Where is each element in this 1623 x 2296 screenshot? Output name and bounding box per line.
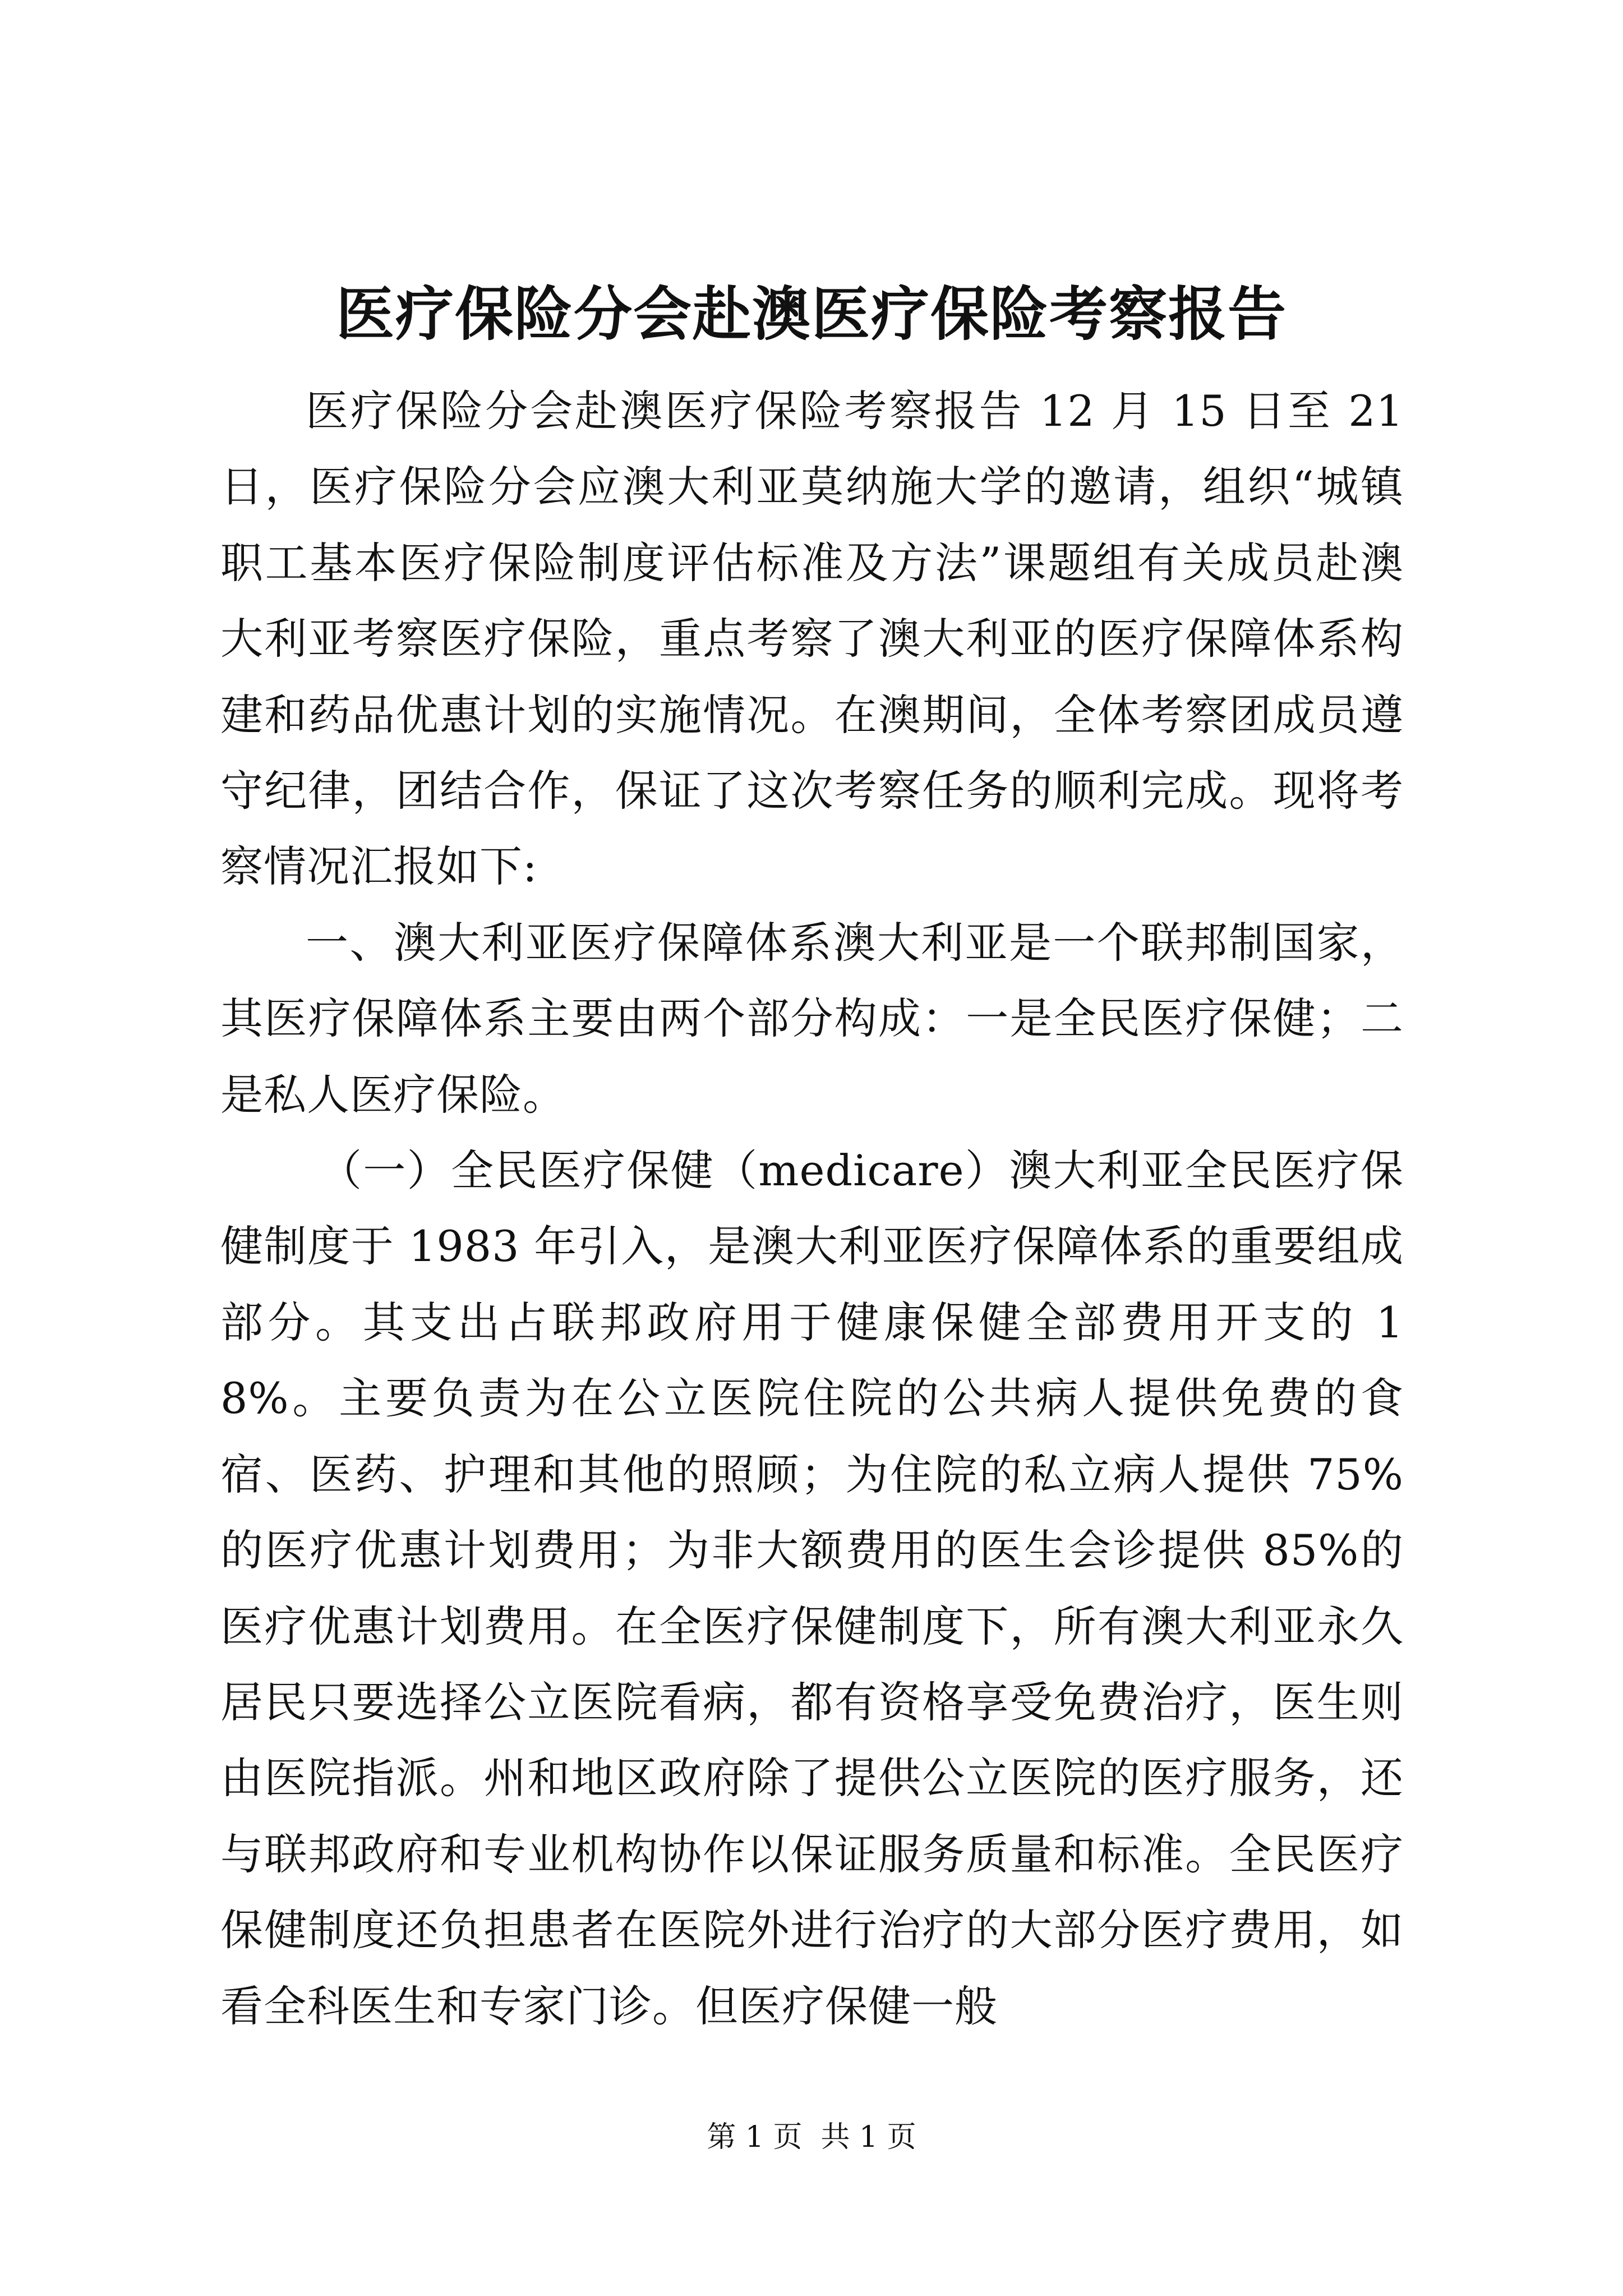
document-title: 医疗保险分会赴澳医疗保险考察报告 (335, 279, 1287, 348)
page-number-footer: 第 1 页 共 1 页 (707, 2120, 916, 2154)
paragraph-medicare: （一）全民医疗保健（medicare）澳大利亚全民医疗保健制度于 1983 年引入，是澳大利亚医疗保障体系的重要组成部分。其支出占联邦政府用于健康保健全部费用开支的 18%。主要负责为在公立医院住院的公共病人提供免费的食宿、医药、护理和其他的照顾；为住院的私立病人提供 75%的医疗优惠计划费用；为非大额费用的医生会诊提供 85%的医疗优惠计划费用。在全医疗保健制度下，所有澳大利亚永久居民只要选择公立医院看病，都有资格享受免费治疗，医生则由医院指派。州和地区政府除了提供公立医院的医疗服务，还与联邦政府和专业机构协作以保证服务质量和标准。全民医疗保健制度还负担患者在医院外进行治疗的大部分医疗费用，如看全科医生和专家门诊。但医疗保健一般 (220, 1145, 1404, 2031)
document-body (220, 373, 1404, 2044)
paragraph-section-one: 一、澳大利亚医疗保障体系澳大利亚是一个联邦制国家，其医疗保障体系主要由两个部分构成：一是全民医疗保健；二是私人医疗保险。 (220, 917, 1404, 1120)
paragraph-intro: 医疗保险分会赴澳医疗保险考察报告 12 月 15 日至 21 日，医疗保险分会应澳大利亚莫纳施大学的邀请，组织“城镇职工基本医疗保险制度评估标准及方法”课题组有关成员赴澳大利亚考察医疗保险，重点考察了澳大利亚的医疗保障体系构建和药品优惠计划的实施情况。在澳期间，全体考察团成员遵守纪律，团结合作，保证了这次考察任务的顺利完成。现将考察情况汇报如下: (220, 386, 1404, 892)
